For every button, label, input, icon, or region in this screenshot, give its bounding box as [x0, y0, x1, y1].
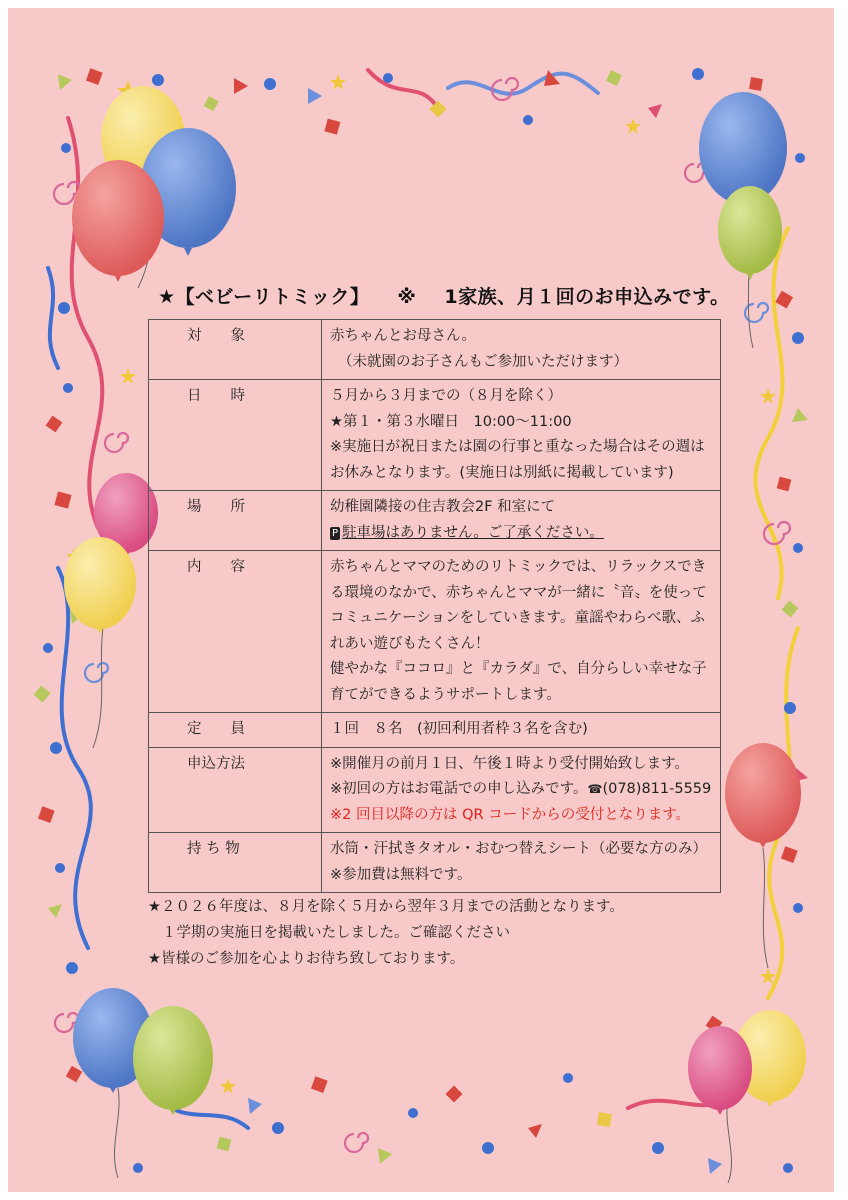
target-line-2: （未就園のお子さんもご参加いただけます）	[338, 353, 628, 370]
row-label-target: 対 象	[149, 320, 322, 380]
content-paragraph-2: 健やかな『ココロ』と『カラダ』で、自分らしい幸せな子育てができるようサポートします。	[330, 661, 707, 703]
row-label-schedule: 日 時	[149, 380, 322, 491]
table-row	[149, 713, 721, 748]
application-line-1: ※開催月の前月１日、午後１時より受付開始致します。	[330, 755, 689, 772]
application-phone-line	[330, 777, 714, 803]
phone-line-text: ※初回の方はお電話での申し込みです。	[330, 781, 588, 797]
belongings-line-1: 水筒・汗拭きタオル・おむつ替えシート（必要な方のみ）	[330, 841, 707, 857]
row-value-capacity	[322, 713, 721, 748]
title-frequency-note: 1家族、月１回のお申込みです。	[444, 286, 730, 308]
note-first-term: １学期の実施日を掲載いたしました。ご確認ください	[162, 925, 510, 941]
table-row	[149, 833, 721, 893]
row-label-capacity: 定 員	[149, 713, 322, 748]
row-value-belongings	[322, 833, 721, 893]
table-row	[149, 551, 721, 713]
table-row	[149, 491, 721, 551]
table-row	[149, 320, 721, 380]
info-table	[148, 319, 721, 893]
note-welcome: ★皆様のご参加を心よりお待ち致しております。	[148, 951, 465, 967]
parking-note	[330, 521, 714, 547]
row-label-belongings: 持 ち 物	[149, 833, 322, 893]
schedule-line-3: ※実施日が祝日または園の行事と重なった場合はその週はお休みとなります。(実施日は別紙に掲載しています)	[330, 439, 705, 481]
content-paragraph-1: 赤ちゃんとママのためのリトミックでは、リラックスできる環境のなかで、赤ちゃんとママが一緒に〝音〟を使ってコミュニケーションをしていきます。童謡やわらべ歌、ふれあい遊びもたくさん！	[330, 559, 707, 652]
capacity-line: １回 ８名 (初回利用者枠３名を含む)	[330, 721, 588, 737]
row-value-content	[322, 551, 721, 713]
parking-text: 駐車場はありません。ご了承ください。	[342, 524, 604, 541]
row-label-content: 内 容	[149, 551, 322, 713]
phone-number: (078)811-5559	[602, 781, 712, 797]
row-value-target	[322, 320, 721, 380]
flyer-sheet	[8, 8, 834, 1192]
place-line-1: 幼稚園隣接の住吉教会2F 和室にて	[330, 499, 556, 515]
page-title	[158, 282, 730, 309]
table-row	[149, 380, 721, 491]
footer-notes	[148, 894, 624, 972]
qr-application-note: ※2 回目以降の方は QR コードからの受付となります。	[330, 806, 691, 823]
title-program-name: ★【ベビーリトミック】	[158, 286, 370, 308]
table-row	[149, 747, 721, 833]
target-line-1: 赤ちゃんとお母さん。	[330, 328, 476, 344]
title-note-mark: ※	[397, 286, 417, 308]
parking-icon: P	[332, 527, 339, 539]
row-value-place	[322, 491, 721, 551]
schedule-line-1: ５月から３月までの（８月を除く）	[330, 388, 562, 404]
row-value-schedule	[322, 380, 721, 491]
belongings-line-2: ※参加費は無料です。	[330, 866, 472, 883]
schedule-line-2: ★第１・第３水曜日 10:00～11:00	[330, 413, 572, 430]
phone-icon: ☎	[587, 782, 603, 796]
row-label-application: 申込方法	[149, 747, 322, 833]
note-annual-schedule: ★２０２６年度は、８月を除く５月から翌年３月までの活動となります。	[148, 899, 624, 915]
row-value-application	[322, 747, 721, 833]
row-label-place: 場 所	[149, 491, 322, 551]
